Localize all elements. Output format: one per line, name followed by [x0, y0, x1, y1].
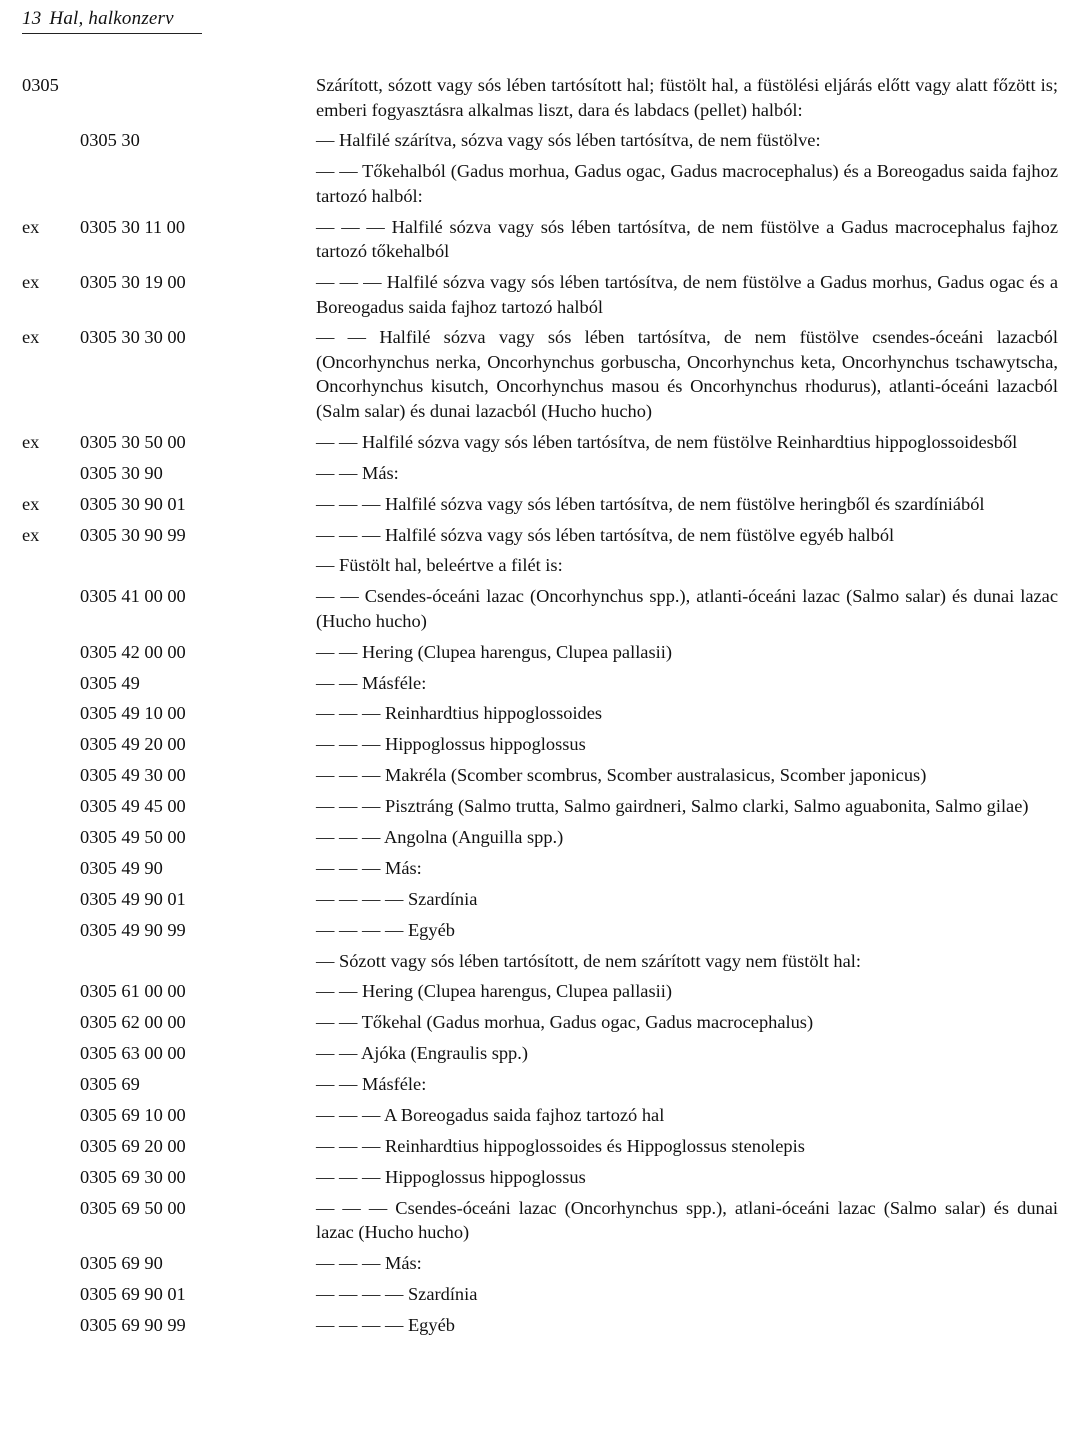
tariff-description: — — Hering (Clupea harengus, Clupea pallasii) — [316, 641, 672, 662]
tariff-row — [0, 825, 1083, 850]
tariff-description: — — — Makréla (Scomber scombrus, Scomber australasicus, Scomber japonicus) — [316, 765, 927, 786]
ex-mark: ex — [22, 493, 40, 514]
tariff-description: — — Ajóka (Engraulis spp.) — [316, 1043, 528, 1064]
tariff-row — [0, 1282, 1083, 1307]
tariff-description: — — — Hippoglossus hippoglossus — [316, 734, 586, 755]
tariff-description: — — — Hippoglossus hippoglossus — [316, 1166, 586, 1187]
tariff-code: 0305 30 — [80, 130, 140, 151]
tariff-code: 0305 49 20 00 — [80, 734, 186, 755]
tariff-row — [0, 1103, 1083, 1128]
tariff-code: 0305 30 90 99 — [80, 524, 186, 545]
page-number: 13 — [22, 8, 42, 29]
tariff-code: 0305 30 90 — [80, 462, 163, 483]
tariff-row — [0, 794, 1083, 819]
tariff-row — [0, 1010, 1083, 1035]
tariff-code: 0305 69 — [80, 1074, 140, 1095]
tariff-row — [0, 73, 1083, 122]
tariff-row — [0, 1072, 1083, 1097]
tariff-code: 0305 49 45 00 — [80, 796, 186, 817]
tariff-row — [0, 553, 1083, 578]
tariff-row — [0, 325, 1083, 423]
tariff-description: — — Halfilé sózva vagy sós lében tartósítva, de nem füstölve csendes-óceáni lazacból (Oncorhynchus nerka, Oncorhynchus gorbuscha, Oncorhynchus keta, Oncorhynchus tschawytscha, Oncorhynchus kisutch, Oncorhynchus masou és Oncorhynchus rhodurus), atlanti-óceáni lazacból (Salm salar) és dunai lazacból (Hucho hucho) — [316, 327, 1058, 421]
tariff-row — [0, 1134, 1083, 1159]
tariff-row — [0, 640, 1083, 665]
tariff-description: — — Tőkehal (Gadus morhua, Gadus ogac, Gadus macrocephalus) — [316, 1012, 814, 1033]
tariff-description: — — Tőkehalból (Gadus morhua, Gadus ogac, Gadus macrocephalus) és a Boreogadus saida fajhoz tartozó halból: — [316, 161, 1058, 206]
tariff-description: — — Csendes-óceáni lazac (Oncorhynchus spp.), atlanti-óceáni lazac (Salmo salar) és dunai lazac (Hucho hucho) — [316, 586, 1058, 631]
ex-mark: ex — [22, 524, 40, 545]
tariff-description: — — Másféle: — [316, 1074, 427, 1095]
tariff-code: 0305 49 30 00 — [80, 765, 186, 786]
tariff-row — [0, 701, 1083, 726]
tariff-description: — — — Angolna (Anguilla spp.) — [316, 827, 564, 848]
tariff-description: — — — A Boreogadus saida fajhoz tartozó hal — [316, 1105, 665, 1126]
tariff-description: — — Halfilé sózva vagy sós lében tartósítva, de nem füstölve Reinhardtius hippoglossoidesből — [316, 431, 1018, 452]
tariff-row — [0, 1041, 1083, 1066]
tariff-code: 0305 30 90 01 — [80, 493, 186, 514]
tariff-code: 0305 62 00 00 — [80, 1012, 186, 1033]
tariff-row — [0, 949, 1083, 974]
tariff-description: — — — — Egyéb — [316, 1314, 455, 1335]
tariff-code: 0305 69 50 00 — [80, 1197, 186, 1218]
tariff-description: — — — — Egyéb — [316, 919, 455, 940]
tariff-code: 0305 49 90 99 — [80, 919, 186, 940]
tariff-description: — — — Halfilé sózva vagy sós lében tartósítva, de nem füstölve a Gadus macrocephalus fajhoz tartozó tőkehalból — [316, 216, 1058, 262]
tariff-row — [0, 918, 1083, 943]
ex-mark: ex — [22, 216, 40, 237]
tariff-description: — — Másféle: — [316, 672, 427, 693]
tariff-row — [0, 461, 1083, 486]
tariff-row — [0, 270, 1083, 319]
tariff-code: 0305 69 90 01 — [80, 1284, 186, 1304]
tariff-row — [0, 732, 1083, 757]
tariff-code: 0305 49 — [80, 672, 140, 693]
tariff-code: 0305 42 00 00 — [80, 641, 186, 662]
tariff-code: 0305 30 50 00 — [80, 431, 186, 452]
tariff-code: 0305 49 90 01 — [80, 888, 186, 909]
tariff-row — [0, 430, 1083, 455]
ex-mark: ex — [22, 431, 40, 452]
tariff-row — [0, 159, 1083, 208]
tariff-row — [0, 1251, 1083, 1276]
tariff-row — [0, 1313, 1083, 1338]
tariff-code: 0305 — [22, 75, 59, 95]
tariff-row — [0, 215, 1083, 264]
tariff-row — [0, 856, 1083, 881]
tariff-code: 0305 69 90 — [80, 1253, 163, 1274]
tariff-row — [0, 1165, 1083, 1190]
tariff-description: — — — Csendes-óceáni lazac (Oncorhynchus spp.), atlani-óceáni lazac (Salmo salar) és dunai lazac (Hucho hucho) — [316, 1197, 1058, 1243]
tariff-code: 0305 49 50 00 — [80, 827, 186, 848]
tariff-description: — — — Reinhardtius hippoglossoides és Hippoglossus stenolepis — [316, 1135, 805, 1156]
tariff-row — [0, 128, 1083, 153]
tariff-code: 0305 69 20 00 — [80, 1135, 186, 1156]
tariff-description: — — — Pisztráng (Salmo trutta, Salmo gairdneri, Salmo clarki, Salmo aguabonita, Salmo gilae) — [316, 796, 1029, 817]
tariff-row — [0, 584, 1083, 633]
chapter-title: Hal, halkonzerv — [49, 8, 174, 29]
tariff-row — [0, 763, 1083, 788]
tariff-code: 0305 30 30 00 — [80, 327, 186, 348]
tariff-description: — Füstölt hal, beleértve a filét is: — [316, 555, 563, 576]
tariff-code: 0305 63 00 00 — [80, 1043, 186, 1064]
tariff-description: — — — — Szardínia — [316, 1284, 478, 1304]
tariff-entry-list — [0, 73, 1083, 1344]
tariff-description: — — — — Szardínia — [316, 888, 478, 909]
tariff-description: — Sózott vagy sós lében tartósított, de nem szárított vagy nem füstölt hal: — [316, 950, 861, 971]
tariff-description: — — — Halfilé sózva vagy sós lében tartósítva, de nem füstölve a Gadus morhus, Gadus ogac és a Boreogadus saida fajhoz tartozó halból — [316, 272, 1058, 317]
tariff-code: 0305 69 10 00 — [80, 1105, 186, 1126]
tariff-code: 0305 30 11 00 — [80, 216, 186, 237]
tariff-description: — — Hering (Clupea harengus, Clupea pallasii) — [316, 981, 672, 1002]
tariff-code: 0305 69 30 00 — [80, 1166, 186, 1187]
ex-mark: ex — [22, 327, 40, 348]
tariff-row — [0, 523, 1083, 548]
tariff-description: — — — Reinhardtius hippoglossoides — [316, 703, 603, 724]
tariff-code: 0305 49 10 00 — [80, 703, 186, 724]
tariff-description: — — — Más: — [316, 1253, 422, 1274]
tariff-description: Szárított, sózott vagy sós lében tartósított hal; füstölt hal, a füstölési eljárás előtt vagy alatt főzött is; emberi fogyasztásra alkalmas liszt, dara és labdacs (pellet) halból: — [316, 75, 1058, 120]
tariff-row — [0, 492, 1083, 517]
tariff-code: 0305 30 19 00 — [80, 272, 186, 293]
tariff-description: — Halfilé szárítva, sózva vagy sós lében tartósítva, de nem füstölve: — [316, 130, 821, 151]
ex-mark: ex — [22, 272, 40, 293]
tariff-code: 0305 61 00 00 — [80, 981, 186, 1002]
running-header — [22, 8, 202, 34]
tariff-code: 0305 41 00 00 — [80, 586, 186, 607]
tariff-description: — — — Halfilé sózva vagy sós lében tartósítva, de nem füstölve egyéb halból — [316, 524, 895, 545]
tariff-description: — — Más: — [316, 462, 399, 483]
tariff-row — [0, 979, 1083, 1004]
tariff-row — [0, 887, 1083, 912]
tariff-description: — — — Más: — [316, 857, 422, 878]
tariff-row — [0, 671, 1083, 696]
tariff-row — [0, 1196, 1083, 1245]
tariff-description: — — — Halfilé sózva vagy sós lében tartósítva, de nem füstölve heringből és szardíniából — [316, 493, 985, 514]
tariff-code: 0305 69 90 99 — [80, 1314, 186, 1335]
tariff-code: 0305 49 90 — [80, 857, 163, 878]
